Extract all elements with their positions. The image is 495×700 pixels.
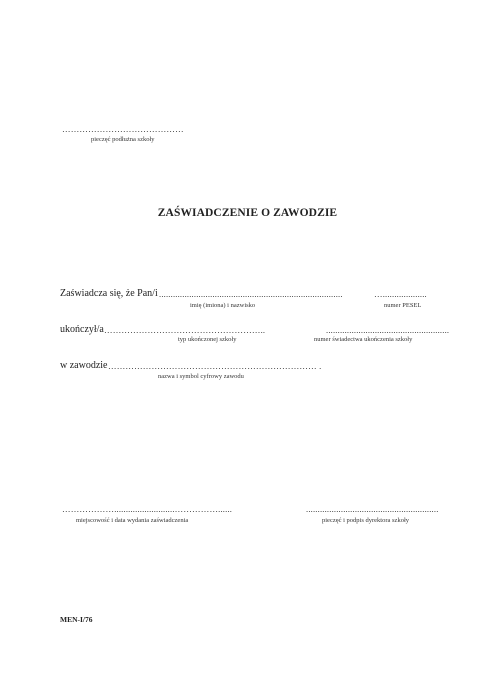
- certificate-number-caption: numer świadectwa ukończenia szkoły: [314, 336, 413, 343]
- director-signature-dotted-field: .........................................................: [306, 504, 439, 514]
- pesel-dotted-field: …...................: [374, 289, 427, 299]
- stamp-caption: pieczęć podłużna szkoły: [91, 136, 155, 143]
- profession-caption: nazwa i symbol cyfrowy zawodu: [158, 373, 244, 380]
- profession-dotted-field: ……………………………………………………………… .: [108, 361, 322, 371]
- place-date-caption: miejscowość i data wydania zaświadczenia: [76, 517, 189, 524]
- name-dotted-field: ...............................................................................: [159, 289, 343, 299]
- certificate-number-dotted-field: .....................................................: [326, 325, 450, 335]
- school-type-caption: typ ukończonej szkoły: [178, 336, 237, 343]
- place-date-dotted-field: ………………..........................……………......: [62, 504, 233, 514]
- row2-label: ukończył/a: [60, 324, 104, 335]
- form-code: MEN-I/76: [60, 615, 93, 624]
- row3-label: w zawodzie: [60, 360, 108, 371]
- row1-label: Zaświadcza się, że Pan/i: [60, 288, 158, 299]
- pesel-caption: numer PESEL: [384, 302, 422, 309]
- name-caption: imię (imiona) i nazwisko: [190, 302, 256, 309]
- document-title: ZAŚWIADCZENIE O ZAWODZIE: [157, 207, 338, 219]
- school-type-dotted-field: ………………………………………………..: [104, 325, 266, 335]
- stamp-dotted-line: ……………………………………: [62, 124, 184, 134]
- director-signature-caption: pieczęć i podpis dyrektora szkoły: [322, 517, 409, 524]
